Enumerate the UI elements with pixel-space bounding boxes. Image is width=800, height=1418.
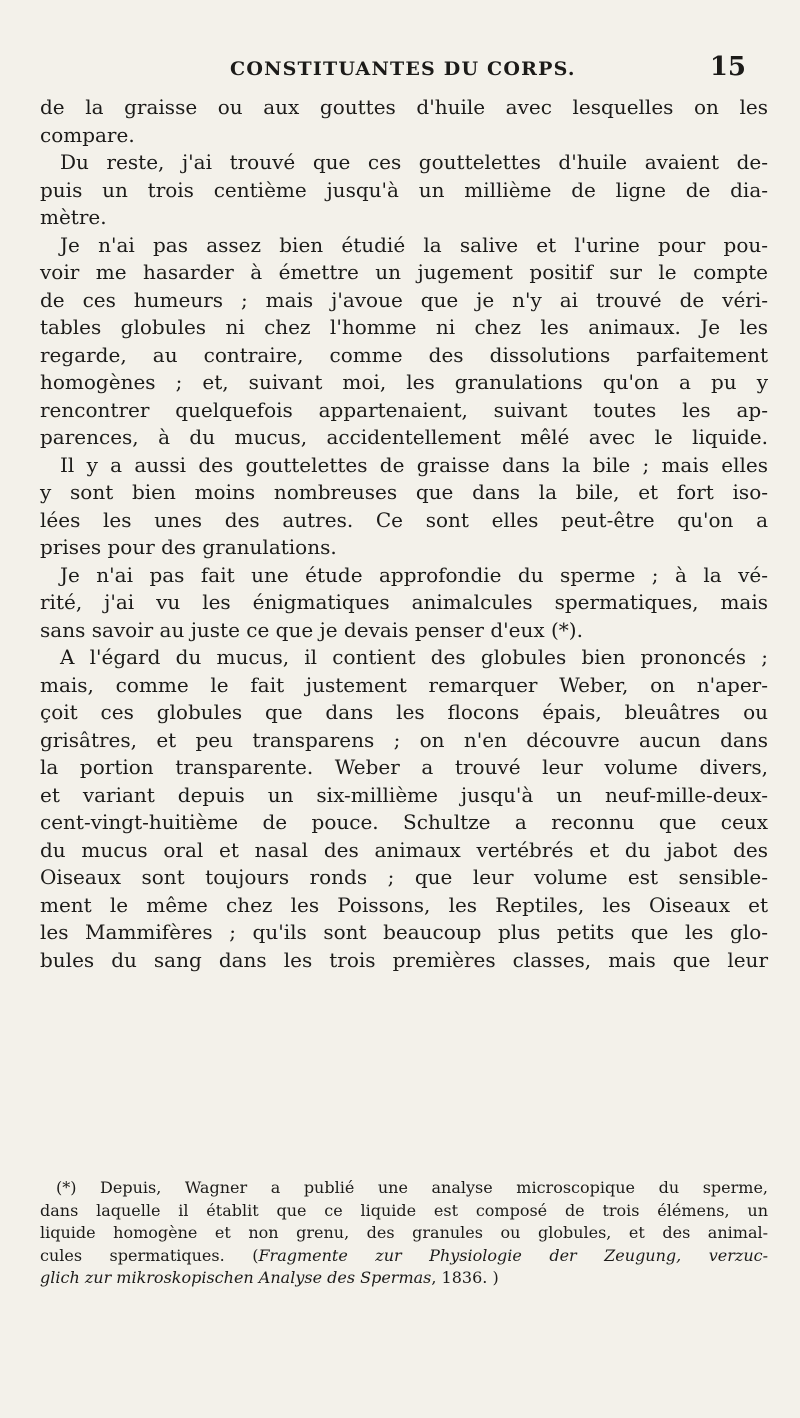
text-line: de la graisse ou aux gouttes d'huile avec lesquelles on les [40,95,768,119]
text-line: regarde, au contraire, comme des dissolutions parfaitement [40,342,768,367]
text-line: Il y a aussi des gouttelettes de graisse dans la bile ; mais elles [60,452,768,477]
header-title: CONSTITUANTES DU CORPS. [230,58,576,80]
footnote-line: dans laquelle il établit que ce liquide est composé de trois élémens, un [40,1200,768,1220]
page-number: 15 [709,52,746,82]
main-text [40,94,768,974]
text-line: les Mammifères ; qu'ils sont beaucoup plus petits que les glo- [40,920,768,944]
text-line: sans savoir au juste ce que je devais penser d'eux (*). [40,617,583,642]
text-line: rencontrer quelquefois appartenaient, suivant toutes les ap- [40,397,768,422]
text-line: cent-vingt-huitième de pouce. Schultze a reconnu que ceux [40,810,768,834]
text-line: grisâtres, et peu transparens ; on n'en découvre aucun dans [40,727,768,752]
footnote-citation: Fragmente zur Physiologie der Zeugung, verzuc- [258,1245,768,1265]
text-line: Du reste, j'ai trouvé que ces gouttelettes d'huile avaient de- [60,150,768,174]
text-line: Je n'ai pas fait une étude approfondie du sperme ; à la vé- [60,562,768,587]
footnote-citation: glich zur mikroskopischen Analyse des Spermas [40,1268,432,1287]
text-line: prises pour des granulations. [40,535,337,559]
text-line: puis un trois centième jusqu'à un millième de ligne de dia- [40,177,768,202]
footnote-line: (*) Depuis, Wagner a publié une analyse microscopique du sperme, [56,1178,768,1197]
footnote [40,1177,768,1290]
text-line: Oiseaux sont toujours ronds ; que leur volume est sensible- [40,865,768,889]
footnote-line [40,1245,768,1268]
text-line: bules du sang dans les trois premières classes, mais que leur [40,947,768,972]
text-line: voir me hasarder à émettre un jugement positif sur le compte [40,260,768,284]
text-line: rité, j'ai vu les énigmatiques animalcules spermatiques, mais [40,590,768,614]
text-line: A l'égard du mucus, il contient des globules bien prononcés ; [60,645,768,669]
text-line: de ces humeurs ; mais j'avoue que je n'y ai trouvé de véri- [40,287,768,312]
running-header [0,52,800,86]
text-line: lées les unes des autres. Ce sont elles peut-être qu'on a [40,507,768,532]
text-line: çoit ces globules que dans les flocons épais, bleuâtres ou [40,700,768,724]
footnote-text: , 1836. ) [431,1268,499,1287]
text-line: ment le même chez les Poissons, les Reptiles, les Oiseaux et [40,892,768,917]
text-line: Je n'ai pas assez bien étudié la salive et l'urine pour pou- [60,232,768,257]
text-line: compare. [40,122,135,147]
text-line: et variant depuis un six-millième jusqu'à un neuf-mille-deux- [40,782,768,807]
footnote-line [40,1267,768,1290]
text-line: parences, à du mucus, accidentellement mêlé avec le liquide. [40,425,768,449]
footnote-text: cules spermatiques. ( [40,1245,259,1265]
text-line: homogènes ; et, suivant moi, les granulations qu'on a pu y [40,370,768,394]
text-line: mais, comme le fait justement remarquer Weber, on n'aper- [40,672,768,697]
footnote-line: liquide homogène et non grenu, des granules ou globules, et des animal- [40,1223,768,1242]
text-line: y sont bien moins nombreuses que dans la bile, et fort iso- [40,480,768,504]
text-line: tables globules ni chez l'homme ni chez les animaux. Je les [40,315,768,339]
text-line: mètre. [40,205,107,229]
text-line: du mucus oral et nasal des animaux vertébrés et du jabot des [40,837,768,862]
text-line: la portion transparente. Weber a trouvé leur volume divers, [40,755,768,779]
